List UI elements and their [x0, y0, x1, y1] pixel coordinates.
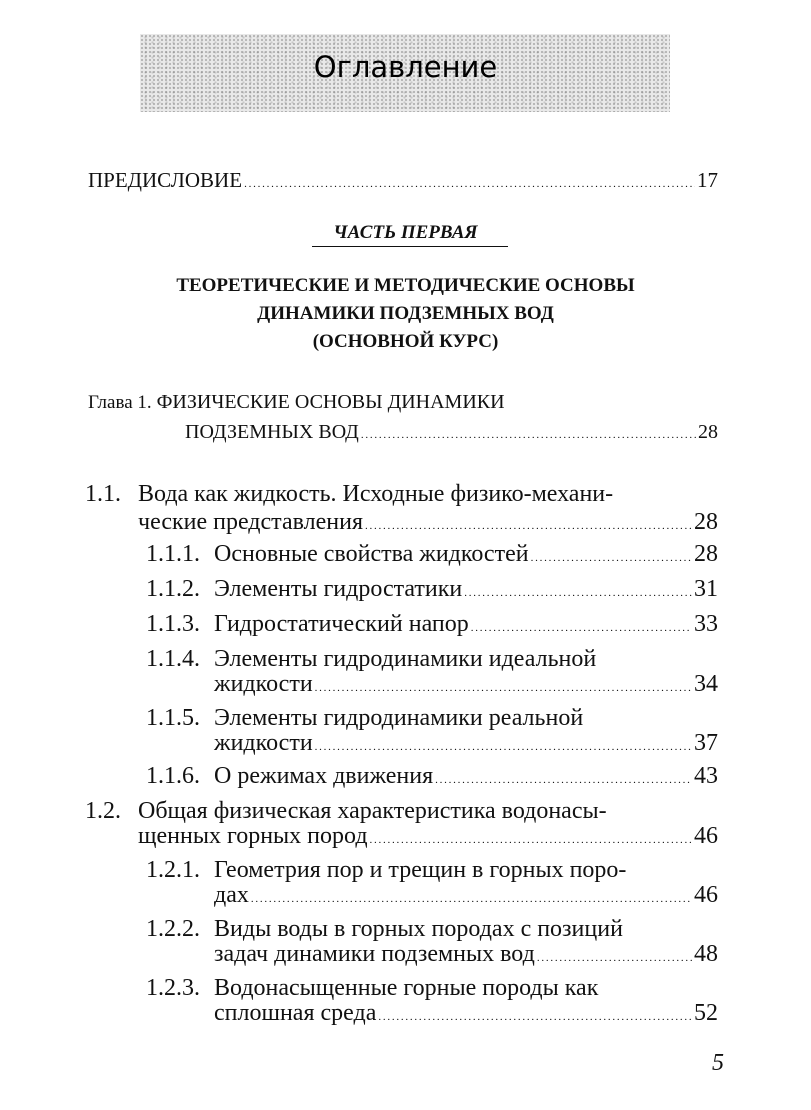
toc-entry-label: Гидростатический напор	[214, 611, 469, 637]
toc-entry-page: 33	[694, 611, 718, 637]
toc-entry-number: 1.1.2.	[146, 576, 200, 602]
toc-entry-page: 37	[694, 730, 718, 756]
toc-entry-label-line-1: Вода как жидкость. Исходные физико-механи-	[138, 481, 614, 507]
toc-entry-number: 1.2.1.	[146, 857, 200, 883]
leader-dots	[361, 418, 696, 449]
toc-entry-label-line-1: Виды воды в горных породах с позиций	[214, 916, 623, 942]
toc-entry-label-line-1: Общая физическая характеристика водонасы-	[138, 798, 607, 824]
chapter-line-1	[88, 388, 505, 417]
toc-line-1	[146, 974, 598, 1002]
toc-entry-1-1-1[interactable]	[146, 540, 718, 572]
toc-line-2	[214, 729, 718, 761]
chapter-title-line-2: ПОДЗЕМНЫХ ВОД	[185, 421, 359, 443]
leader-dots	[315, 670, 692, 702]
leader-dots	[251, 881, 692, 913]
toc-entry-number: 1.1.3.	[146, 611, 200, 637]
toc-entry-number: 1.1.4.	[146, 646, 200, 672]
toc-entry-1-1-3[interactable]	[146, 610, 718, 642]
page-title: Оглавление	[313, 50, 498, 84]
toc-line-2	[138, 822, 718, 854]
toc-entry-number: 1.1.1.	[146, 541, 200, 567]
toc-entry-page: 43	[694, 763, 718, 789]
leader-dots	[435, 762, 692, 794]
toc-entry-label-line-2: дах	[214, 882, 249, 908]
toc-entry-label-line-2: жидкости	[214, 671, 313, 697]
toc-entry-number: 1.2.3.	[146, 975, 200, 1001]
toc-entry-number: 1.1.5.	[146, 705, 200, 731]
toc-entry-1-1-6[interactable]	[146, 762, 718, 794]
leader-dots	[537, 940, 692, 972]
toc-line-1	[146, 645, 596, 673]
part-label: ЧАСТЬ ПЕРВАЯ	[333, 222, 478, 243]
leader-dots	[378, 999, 692, 1031]
toc-line-1	[146, 915, 623, 943]
toc-entry-number: 1.1.	[85, 481, 121, 507]
toc-entry-label-line-2: жидкости	[214, 730, 313, 756]
toc-line-1	[146, 856, 626, 884]
page-number: 5	[712, 1050, 724, 1076]
toc-line-2	[138, 508, 718, 540]
leader-dots	[365, 508, 692, 540]
toc-entry-preface[interactable]	[88, 166, 718, 198]
toc-entry-label-line-2: задач динамики подземных вод	[214, 941, 535, 967]
leader-dots	[531, 540, 692, 572]
chapter-title-line-1: ФИЗИЧЕСКИЕ ОСНОВЫ ДИНАМИКИ	[156, 391, 505, 413]
toc-entry-label: О режимах движения	[214, 763, 434, 789]
toc-entry-number: 1.2.2.	[146, 916, 200, 942]
toc-entry-label: Элементы гидростатики	[214, 576, 463, 602]
toc-entry-page: 46	[694, 823, 718, 849]
toc-line-2	[214, 940, 718, 972]
part-title-line-2: ДИНАМИКИ ПОДЗЕМНЫХ ВОД	[257, 303, 554, 324]
part-title-line-3: (ОСНОВНОЙ КУРС)	[312, 331, 499, 352]
part-title-line-1: ТЕОРЕТИЧЕСКИЕ И МЕТОДИЧЕСКИЕ ОСНОВЫ	[176, 275, 635, 296]
toc-entry-page: 28	[694, 509, 718, 535]
chapter-prefix: Глава 1.	[88, 392, 152, 413]
toc-entry-page: 34	[694, 671, 718, 697]
toc-line-2	[214, 881, 718, 913]
chapter-line-2	[185, 418, 718, 449]
part-underline	[312, 246, 508, 247]
toc-entry-page: 48	[694, 941, 718, 967]
leader-dots	[370, 822, 692, 854]
toc-entry-label: ПРЕДИСЛОВИЕ	[88, 168, 243, 192]
toc-entry-number: 1.1.6.	[146, 763, 200, 789]
toc-entry-label-line-1: Элементы гидродинамики идеальной	[214, 646, 597, 672]
toc-entry-label-line-2: ческие представления	[138, 509, 363, 535]
toc-entry-page: 28	[698, 421, 718, 443]
toc-entry-page: 52	[694, 1000, 718, 1026]
toc-entry-page: 28	[694, 541, 718, 567]
leader-dots	[315, 729, 692, 761]
toc-entry-label-line-1: Геометрия пор и трещин в горных поро-	[214, 857, 627, 883]
toc-entry-label-line-2: щенных горных пород	[138, 823, 368, 849]
toc-line-1	[85, 797, 607, 825]
leader-dots	[464, 575, 692, 607]
toc-entry-label-line-2: сплошная среда	[214, 1000, 377, 1026]
toc-line-2	[214, 670, 718, 702]
leader-dots	[244, 166, 695, 198]
toc-entry-page: 31	[694, 576, 718, 602]
toc-entry-label-line-1: Водонасыщенные горные породы как	[214, 975, 599, 1001]
toc-entry-number: 1.2.	[85, 798, 121, 824]
toc-line-1	[146, 704, 583, 732]
toc-entry-page: 17	[697, 168, 718, 192]
toc-line-1	[85, 480, 613, 508]
toc-entry-page: 46	[694, 882, 718, 908]
leader-dots	[471, 610, 692, 642]
toc-entry-label-line-1: Элементы гидродинамики реальной	[214, 705, 584, 731]
toc-entry-1-1-2[interactable]	[146, 575, 718, 607]
toc-entry-label: Основные свойства жидкостей	[214, 541, 529, 567]
toc-line-2	[214, 999, 718, 1031]
